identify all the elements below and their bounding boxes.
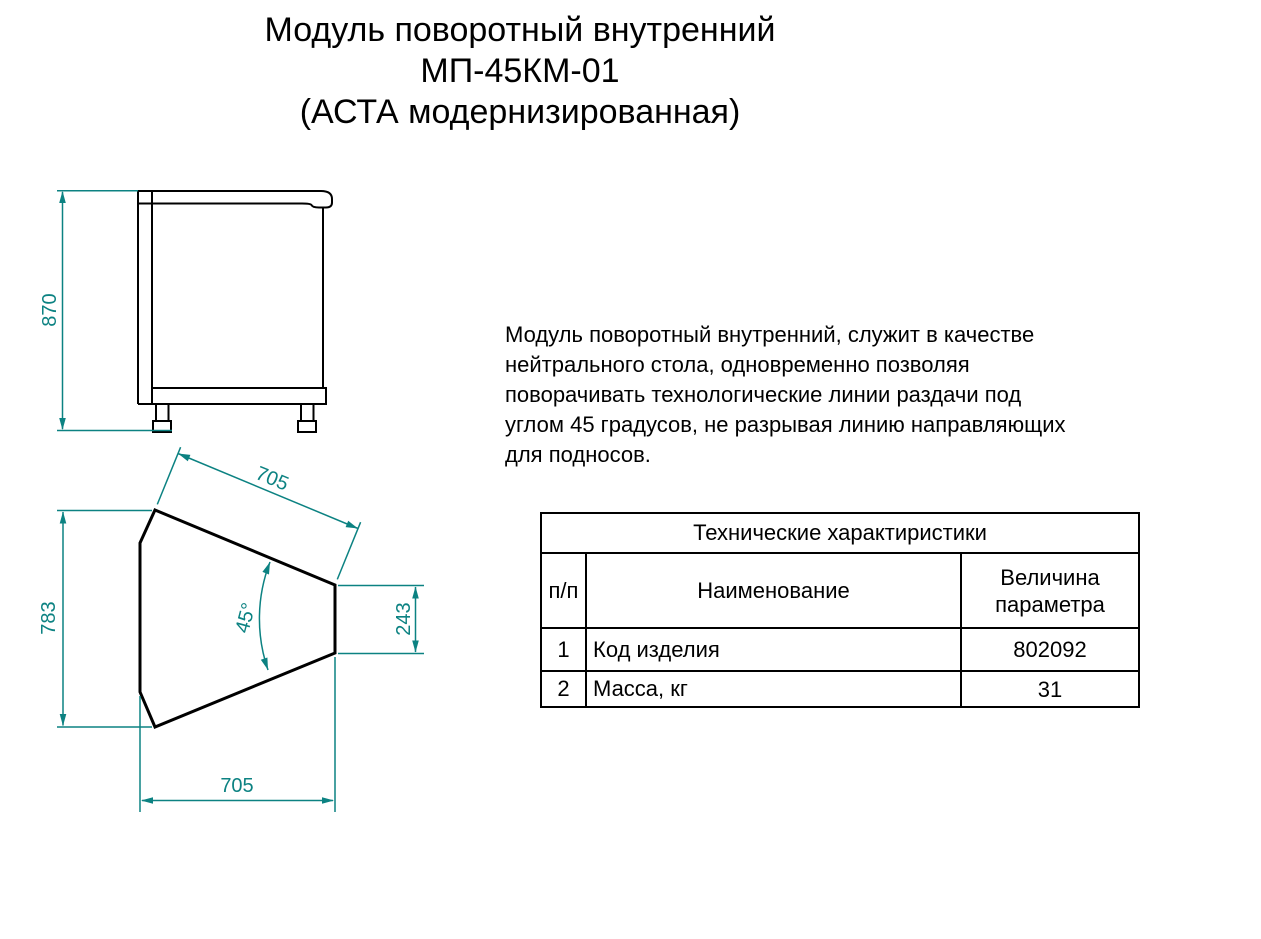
- cabinet-base-band: [138, 388, 326, 404]
- dim-angle-45: [231, 562, 270, 670]
- dim-243-arrow-down: [412, 641, 419, 653]
- row-name: Код изделия: [586, 628, 961, 671]
- row-name: Масса, кг: [586, 671, 961, 707]
- dim-870-arrow-up: [59, 191, 66, 203]
- dim-705b-arrow-right: [322, 797, 334, 804]
- dim-705t-ext-right: [337, 522, 360, 579]
- dim-705t-arrow-right: [346, 521, 358, 529]
- table-row: [541, 671, 1139, 707]
- title-line-2: МП-45КМ-01: [420, 52, 620, 90]
- cabinet-left-panel: [138, 204, 152, 405]
- description-line: поворачивать технологические линии раздачи под: [505, 382, 1022, 407]
- spec-table: [540, 512, 1140, 708]
- cabinet-right-foot: [298, 421, 316, 432]
- column-header-value: Величина параметра: [961, 553, 1139, 628]
- dim-45-label: 45°: [231, 600, 261, 636]
- dim-243-arrow-up: [412, 587, 419, 599]
- dim-783-arrow-down: [60, 714, 67, 726]
- dim-705-bottom-label: 705: [220, 775, 254, 797]
- table-header-row: [541, 553, 1139, 628]
- plan-view-drawing: [35, 445, 435, 835]
- description-line: нейтрального стола, одновременно позволяя: [505, 352, 970, 377]
- column-header-name: Наименование: [586, 553, 961, 628]
- cabinet-outline: [138, 191, 332, 432]
- dim-705t-ext-left: [157, 447, 180, 504]
- row-value: 802092: [961, 628, 1139, 671]
- dim-783-arrow-up: [60, 512, 67, 524]
- dim-870-arrow-down: [59, 418, 66, 430]
- dim-870-label: 870: [39, 293, 61, 327]
- cabinet-countertop: [138, 191, 332, 208]
- title-line-3: (АСТА модернизированная): [299, 93, 741, 131]
- cabinet-right-leg: [301, 404, 314, 421]
- title-line-1: Модуль поворотный внутренний: [264, 11, 776, 49]
- page-title: [0, 10, 1040, 133]
- column-header-num: п/п: [541, 553, 586, 628]
- description-line: Модуль поворотный внутренний, служит в качестве: [505, 322, 1035, 347]
- row-value: 31: [961, 671, 1139, 707]
- dim-height-783: [57, 511, 152, 728]
- product-description: [505, 320, 1065, 470]
- row-num: 2: [541, 671, 586, 707]
- description-line: для подносов.: [505, 442, 651, 467]
- dim-705-top-label: 705: [252, 462, 292, 496]
- dim-705t-arrow-left: [178, 454, 190, 462]
- cabinet-left-leg: [156, 404, 169, 421]
- angle-arc: [259, 562, 270, 670]
- table-title-row: [541, 513, 1139, 553]
- angle-arrow-bottom: [261, 658, 268, 671]
- dim-705b-arrow-left: [141, 797, 153, 804]
- description-line: углом 45 градусов, не разрывая линию направляющих: [505, 412, 1066, 437]
- dim-783-label: 783: [38, 601, 60, 635]
- table-title: Технические характиристики: [541, 513, 1139, 553]
- dim-height-870: [57, 191, 172, 431]
- angle-arrow-top: [262, 562, 270, 575]
- front-view-drawing: [38, 178, 338, 440]
- row-num: 1: [541, 628, 586, 671]
- dim-243-label: 243: [393, 602, 415, 636]
- table-row: [541, 628, 1139, 671]
